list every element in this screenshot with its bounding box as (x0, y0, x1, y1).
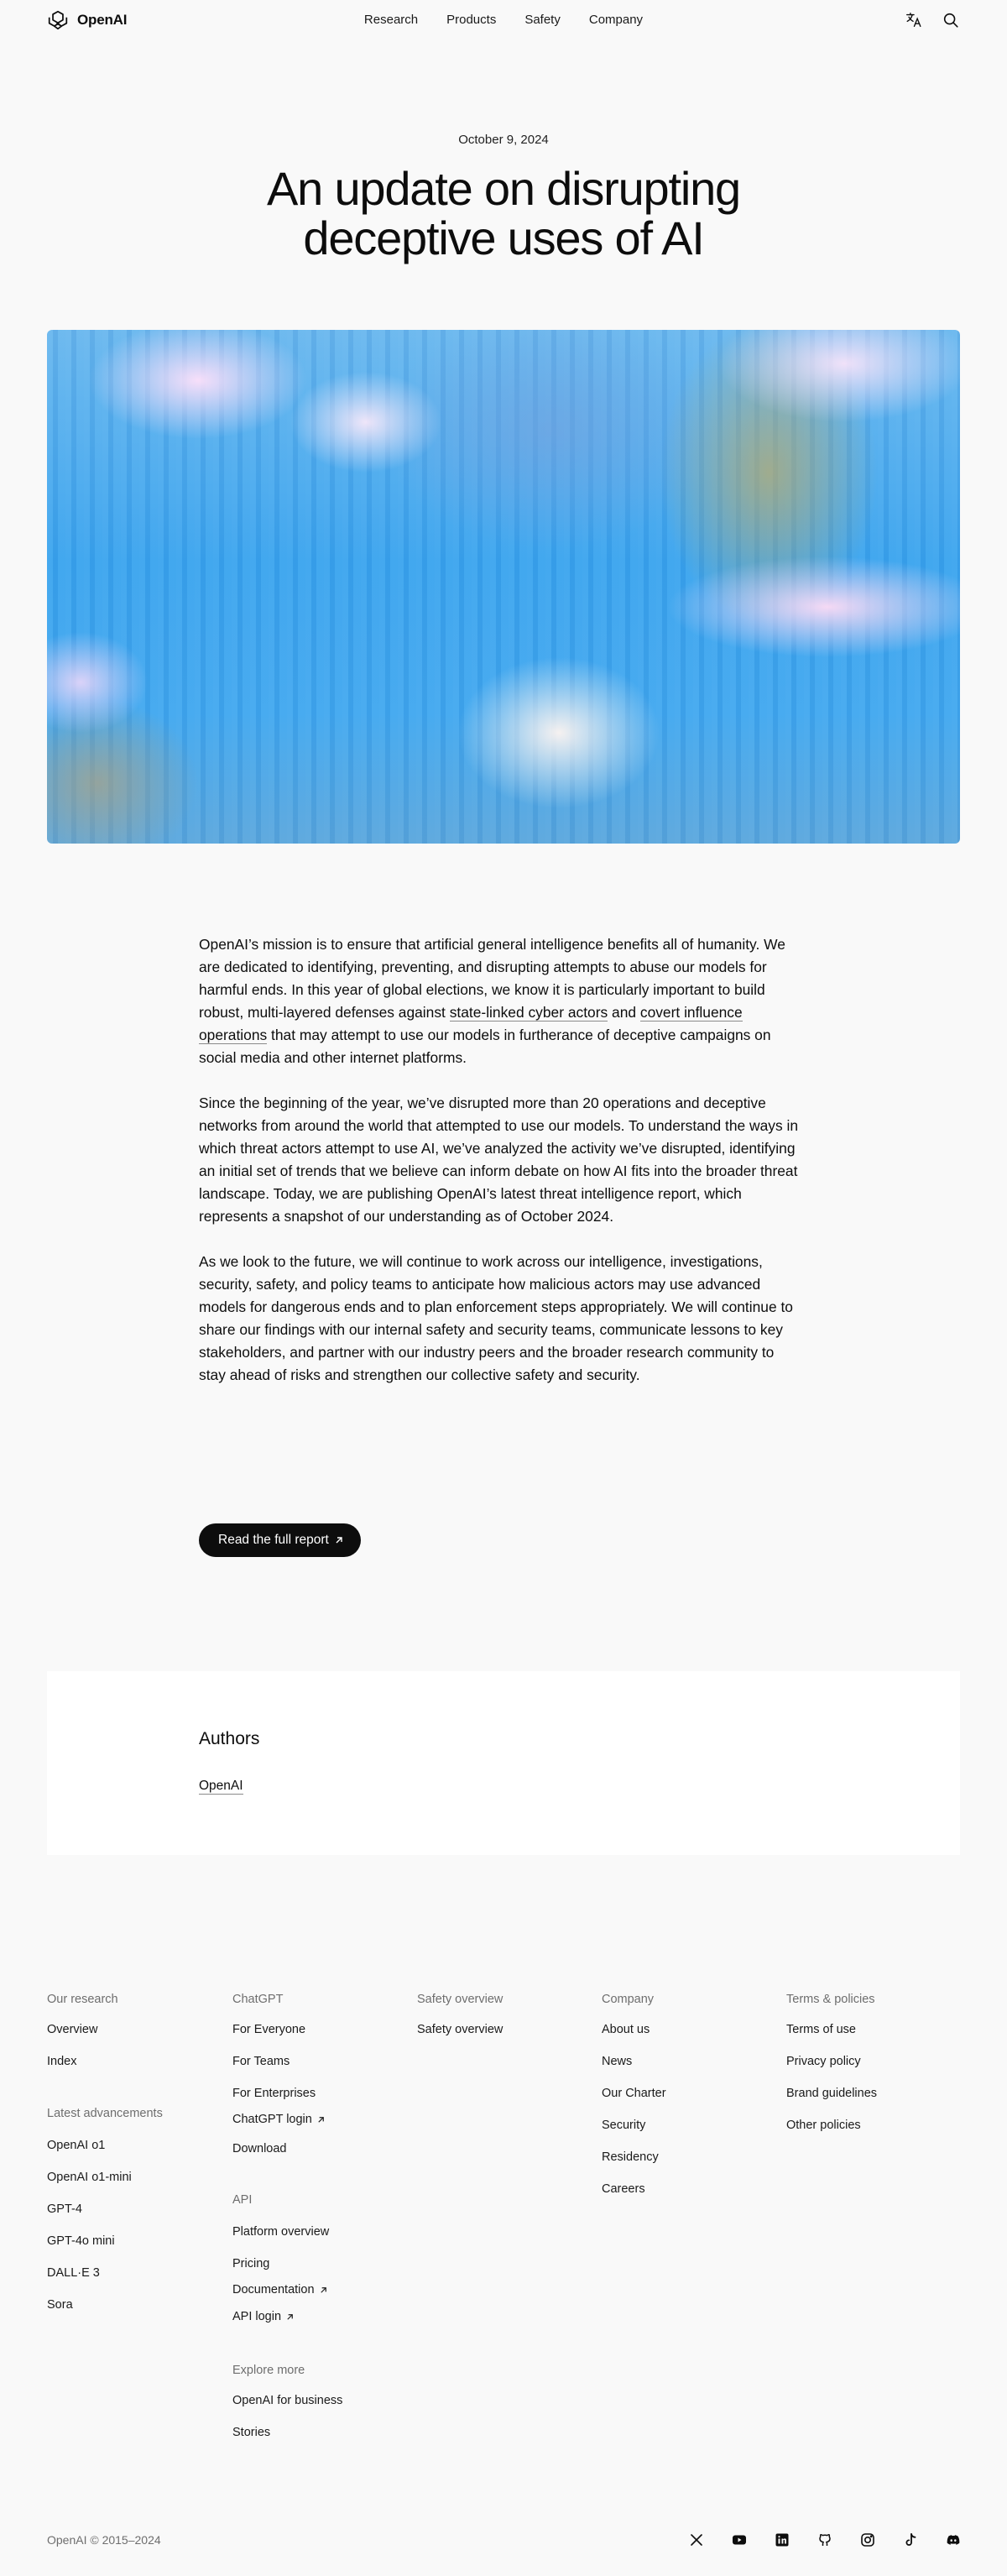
external-arrow-icon (334, 1535, 344, 1545)
openai-logo-link[interactable] (47, 9, 127, 31)
logo-text: OpenAI (77, 12, 128, 28)
header-actions (905, 11, 960, 29)
authors-heading: Authors (199, 1729, 260, 1748)
paragraph-text: and (608, 1004, 640, 1021)
external-arrow-icon (319, 2286, 328, 2295)
external-arrow-icon (285, 2312, 295, 2322)
footer-subheading: Latest advancements (47, 2107, 163, 2120)
discord-icon[interactable] (945, 2532, 962, 2548)
nav-safety[interactable]: Safety (524, 13, 561, 27)
nav-company[interactable]: Company (588, 13, 644, 27)
footer-link-platform-overview[interactable]: Platform overview (232, 2225, 330, 2239)
nav-research[interactable]: Research (363, 13, 419, 27)
footer-col-chatgpt (232, 1991, 400, 2439)
footer-col-safety (417, 1991, 585, 2036)
x-icon[interactable] (688, 2532, 705, 2548)
copyright: OpenAI © 2015–2024 (47, 2533, 161, 2547)
nav-products[interactable]: Products (446, 13, 497, 27)
footer-link-overview[interactable]: Overview (47, 2023, 98, 2036)
hero-image (47, 330, 960, 844)
footer-link-our-charter[interactable]: Our Charter (602, 2087, 666, 2100)
footer-link-news[interactable]: News (602, 2055, 633, 2068)
article-body (199, 933, 805, 1409)
footer-subheading: API (232, 2193, 253, 2207)
footer-link-pricing[interactable]: Pricing (232, 2257, 270, 2270)
linkedin-icon[interactable] (774, 2532, 790, 2548)
footer-link-api-login[interactable] (232, 2310, 295, 2323)
footer-link-chatgpt-login[interactable] (232, 2113, 326, 2126)
state-linked-cyber-actors-link[interactable]: state-linked cyber actors (449, 1004, 608, 1021)
read-full-report-label: Read the full report (218, 1533, 329, 1547)
paragraph: Since the beginning of the year, we’ve disrupted more than 20 operations and deceptive networks from around the world that attempted to use our models. To understand the ways in which threat actors attempt to use AI, we’ve analyzed the activity we’ve disrupted, identifying an initial set of trends that we believe can inform debate on how AI fits into the broader threat landscape. Today, we are publishing OpenAI’s latest threat intelligence report, which represents a snapshot of our understanding as of October 2024. (199, 1095, 799, 1225)
footer-link-residency[interactable]: Residency (602, 2150, 659, 2164)
footer-link-gpt4[interactable]: GPT-4 (47, 2202, 82, 2216)
footer-link-security[interactable]: Security (602, 2119, 646, 2132)
footer-link-about-us[interactable]: About us (602, 2023, 650, 2036)
covert-influence-operations-link[interactable]: covert influence operations (199, 1004, 743, 1043)
paragraph-text: that may attempt to use our models in furtherance of deceptive campaigns on social media and other internet platforms. (199, 1027, 771, 1066)
language-icon[interactable] (905, 11, 923, 29)
footer-link-label: API login (232, 2310, 282, 2323)
footer-link-for-everyone[interactable]: For Everyone (232, 2023, 306, 2036)
instagram-icon[interactable] (859, 2532, 876, 2548)
publish-date: October 9, 2024 (458, 133, 549, 147)
footer-link-label: ChatGPT login (232, 2113, 312, 2126)
footer-link-gpt4o-mini[interactable]: GPT-4o mini (47, 2234, 115, 2248)
footer-link-terms-of-use[interactable]: Terms of use (786, 2023, 856, 2036)
page-title: An update on disrupting deceptive uses of AI (267, 162, 740, 264)
paragraph (199, 933, 805, 1069)
paragraph: As we look to the future, we will continue to work across our intelligence, investigations, security, safety, and policy teams to anticipate how malicious actors may use advanced models for dangerous ends and to plan enforcement steps appropriately. We will continue to share our findings with our internal safety and security teams, communicate lessons to key stakeholders, and partner with our industry peers and the broader research community to stay ahead of risks and strengthen our collective safety and security. (199, 1253, 793, 1383)
author-link[interactable]: OpenAI (199, 1779, 243, 1793)
footer-link-privacy-policy[interactable]: Privacy policy (786, 2055, 861, 2068)
read-full-report-button[interactable] (199, 1523, 361, 1557)
paragraph-text: OpenAI’s mission is to ensure that artificial general intelligence benefits all of humanity. We are dedicated to identifying, preventing, and disrupting attempts to abuse our models for harmful ends. In this year of global elections, we know it is particularly important to build robust, multi-layered defenses against (199, 936, 785, 1021)
footer-heading: ChatGPT (232, 1993, 284, 2006)
footer-link-sora[interactable]: Sora (47, 2298, 73, 2312)
main-nav (0, 13, 1007, 27)
youtube-icon[interactable] (731, 2532, 748, 2548)
footer-link-download[interactable]: Download (232, 2142, 287, 2155)
footer-link-brand-guidelines[interactable]: Brand guidelines (786, 2087, 878, 2100)
footer-link-other-policies[interactable]: Other policies (786, 2119, 861, 2132)
external-arrow-icon (316, 2115, 326, 2124)
openai-logo-icon (47, 9, 69, 31)
footer-heading: Safety overview (417, 1993, 503, 2006)
footer-link-for-enterprises[interactable]: For Enterprises (232, 2087, 316, 2100)
site-header (0, 0, 1007, 42)
tiktok-icon[interactable] (902, 2532, 919, 2548)
social-links (688, 2532, 962, 2548)
footer-link-index[interactable]: Index (47, 2055, 77, 2068)
footer-link-label: Documentation (232, 2283, 315, 2296)
authors-section (47, 1671, 960, 1855)
footer-link-safety-overview[interactable]: Safety overview (417, 2023, 503, 2036)
footer-col-terms (786, 1991, 954, 2132)
footer-heading: Terms & policies (786, 1993, 875, 2006)
footer-link-careers[interactable]: Careers (602, 2182, 645, 2196)
search-icon[interactable] (942, 11, 960, 29)
footer-link-documentation[interactable] (232, 2283, 328, 2296)
footer-link-for-teams[interactable]: For Teams (232, 2055, 290, 2068)
github-icon[interactable] (817, 2532, 833, 2548)
footer-col-company (602, 1991, 770, 2196)
footer-heading: Our research (47, 1993, 118, 2006)
footer-link-o1[interactable]: OpenAI o1 (47, 2139, 106, 2152)
footer-link-dalle3[interactable]: DALL·E 3 (47, 2266, 100, 2280)
footer-col-research (47, 1991, 215, 2312)
footer-subheading: Explore more (232, 2364, 305, 2377)
footer-link-stories[interactable]: Stories (232, 2426, 271, 2439)
footer-link-openai-for-business[interactable]: OpenAI for business (232, 2394, 343, 2407)
footer-heading: Company (602, 1993, 655, 2006)
footer-link-o1-mini[interactable]: OpenAI o1-mini (47, 2171, 132, 2184)
